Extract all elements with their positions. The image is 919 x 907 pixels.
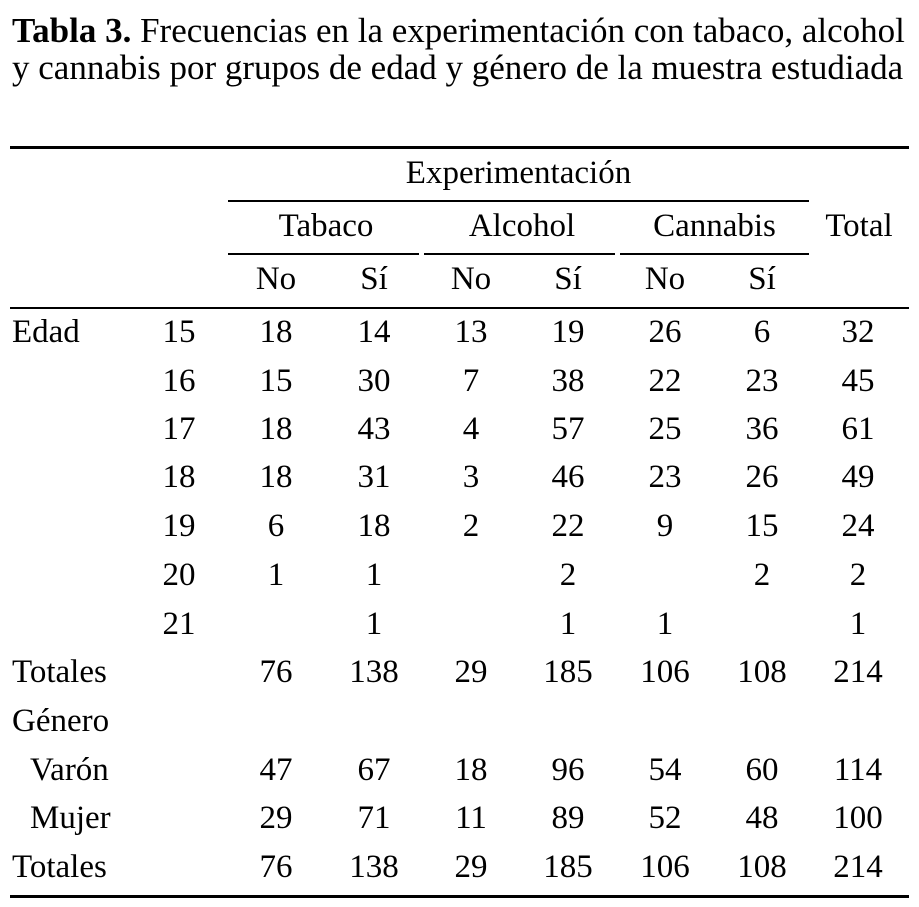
frequency-cell	[717, 604, 807, 644]
total-cell: 214	[833, 654, 883, 690]
frequency-cell: 25	[648, 411, 682, 447]
frequency-cell: 71	[357, 800, 391, 836]
frequency-cell: 9	[656, 508, 674, 544]
frequency-cell: 15	[259, 363, 293, 399]
frequency-cell: 76	[259, 849, 293, 885]
age-group: 19	[162, 508, 196, 544]
header-substance-tabaco: Tabaco	[278, 208, 374, 244]
frequency-cell: 108	[737, 849, 787, 885]
age-group: 18	[162, 459, 196, 495]
frequency-cell: 22	[648, 363, 682, 399]
total-cell: 24	[841, 508, 875, 544]
frequency-cell: 3	[462, 459, 480, 495]
total-cell: 100	[833, 800, 883, 836]
frequency-cell: 18	[357, 508, 391, 544]
row-label: Edad	[12, 314, 80, 350]
frequency-cell: 106	[640, 654, 690, 690]
total-cell: 61	[841, 411, 875, 447]
header-group-label: Experimentación	[405, 155, 632, 191]
total-cell: 32	[841, 314, 875, 350]
frequency-cell: 138	[349, 654, 399, 690]
frequency-cell: 1	[656, 606, 674, 642]
row-label: Totales	[12, 654, 107, 690]
frequency-cell	[426, 604, 516, 644]
frequency-cell: 47	[259, 752, 293, 788]
frequency-cell: 11	[455, 800, 487, 836]
substance-rule-cannabis	[620, 253, 809, 255]
frequency-cell: 1	[365, 606, 383, 642]
total-cell: 49	[841, 459, 875, 495]
row-label: Varón	[30, 752, 109, 788]
frequency-cell: 23	[648, 459, 682, 495]
age-group: 20	[162, 557, 196, 593]
row-label: Mujer	[30, 800, 111, 836]
age-group: 16	[162, 363, 196, 399]
frequency-cell	[620, 555, 710, 595]
age-group: 21	[162, 606, 196, 642]
frequency-cell: 48	[745, 800, 779, 836]
frequency-cell: 54	[648, 752, 682, 788]
frequency-cell	[426, 701, 516, 741]
age-group	[149, 652, 209, 692]
frequency-cell: 52	[648, 800, 682, 836]
frequency-cell: 18	[259, 459, 293, 495]
header-answer: No	[255, 261, 297, 297]
age-group: 17	[162, 411, 196, 447]
header-substance-cannabis: Cannabis	[653, 208, 776, 244]
age-group	[149, 847, 209, 887]
frequency-cell: 7	[462, 363, 480, 399]
frequency-cell: 57	[551, 411, 585, 447]
frequency-cell: 26	[648, 314, 682, 350]
frequency-cell: 2	[753, 557, 771, 593]
frequency-cell: 14	[357, 314, 391, 350]
frequency-cell: 1	[559, 606, 577, 642]
caption-text: Frecuencias en la experimentación con tabaco, alcohol y cannabis por grupos de edad y género de la muestra estudiada	[12, 11, 905, 87]
total-cell: 114	[833, 752, 883, 788]
frequency-cell: 1	[365, 557, 383, 593]
frequency-cell: 43	[357, 411, 391, 447]
frequency-cell: 23	[745, 363, 779, 399]
frequency-cell: 29	[454, 654, 488, 690]
frequency-cell: 2	[559, 557, 577, 593]
frequency-cell: 18	[259, 314, 293, 350]
header-total: Total	[825, 208, 893, 244]
age-group	[149, 798, 209, 838]
frequency-cell: 6	[753, 314, 771, 350]
substance-rule-tabaco	[228, 253, 419, 255]
age-group	[149, 701, 209, 741]
frequency-cell: 4	[462, 411, 480, 447]
frequency-cell: 46	[551, 459, 585, 495]
substance-rule-alcohol	[424, 253, 615, 255]
frequency-cell: 22	[551, 508, 585, 544]
frequency-cell	[620, 701, 710, 741]
frequency-cell: 60	[745, 752, 779, 788]
header-rule	[10, 307, 909, 309]
frequency-cell: 29	[259, 800, 293, 836]
frequency-cell	[717, 701, 807, 741]
frequency-cell: 185	[543, 849, 593, 885]
frequency-cell: 13	[454, 314, 488, 350]
frequency-cell: 19	[551, 314, 585, 350]
frequency-cell: 26	[745, 459, 779, 495]
frequency-cell: 185	[543, 654, 593, 690]
table-caption	[12, 12, 912, 86]
table-number: Tabla 3.	[12, 11, 132, 50]
row-label: Género	[12, 703, 110, 739]
frequency-cell: 96	[551, 752, 585, 788]
frequency-cell	[523, 701, 613, 741]
header-answer: Sí	[360, 261, 388, 297]
frequency-cell: 18	[259, 411, 293, 447]
frequency-cell	[329, 701, 419, 741]
frequency-cell	[426, 555, 516, 595]
frequency-cell: 67	[357, 752, 391, 788]
frequency-cell: 138	[349, 849, 399, 885]
total-cell: 1	[849, 606, 867, 642]
frequency-cell: 106	[640, 849, 690, 885]
total-cell: 45	[841, 363, 875, 399]
frequency-cell: 2	[462, 508, 480, 544]
frequency-cell	[231, 604, 321, 644]
frequency-cell: 18	[454, 752, 488, 788]
frequency-cell: 6	[267, 508, 285, 544]
frequency-cell: 29	[454, 849, 488, 885]
bottom-rule	[10, 895, 909, 898]
age-group: 15	[162, 314, 196, 350]
frequency-cell: 31	[357, 459, 391, 495]
frequency-cell: 89	[551, 800, 585, 836]
frequency-cell: 76	[259, 654, 293, 690]
total-cell	[813, 701, 903, 741]
frequency-cell: 108	[737, 654, 787, 690]
total-cell: 214	[833, 849, 883, 885]
header-answer: No	[450, 261, 492, 297]
group-rule	[228, 200, 809, 202]
frequency-cell: 30	[357, 363, 391, 399]
frequency-cell: 36	[745, 411, 779, 447]
frequency-cell: 1	[267, 557, 285, 593]
header-answer: Sí	[554, 261, 582, 297]
frequency-cell	[231, 701, 321, 741]
total-cell: 2	[849, 557, 867, 593]
row-label: Totales	[12, 849, 107, 885]
header-answer: No	[644, 261, 686, 297]
header-answer: Sí	[748, 261, 776, 297]
age-group	[149, 750, 209, 790]
header-substance-alcohol: Alcohol	[468, 208, 576, 244]
top-rule	[10, 146, 909, 149]
frequency-cell: 15	[745, 508, 779, 544]
frequency-cell: 38	[551, 363, 585, 399]
